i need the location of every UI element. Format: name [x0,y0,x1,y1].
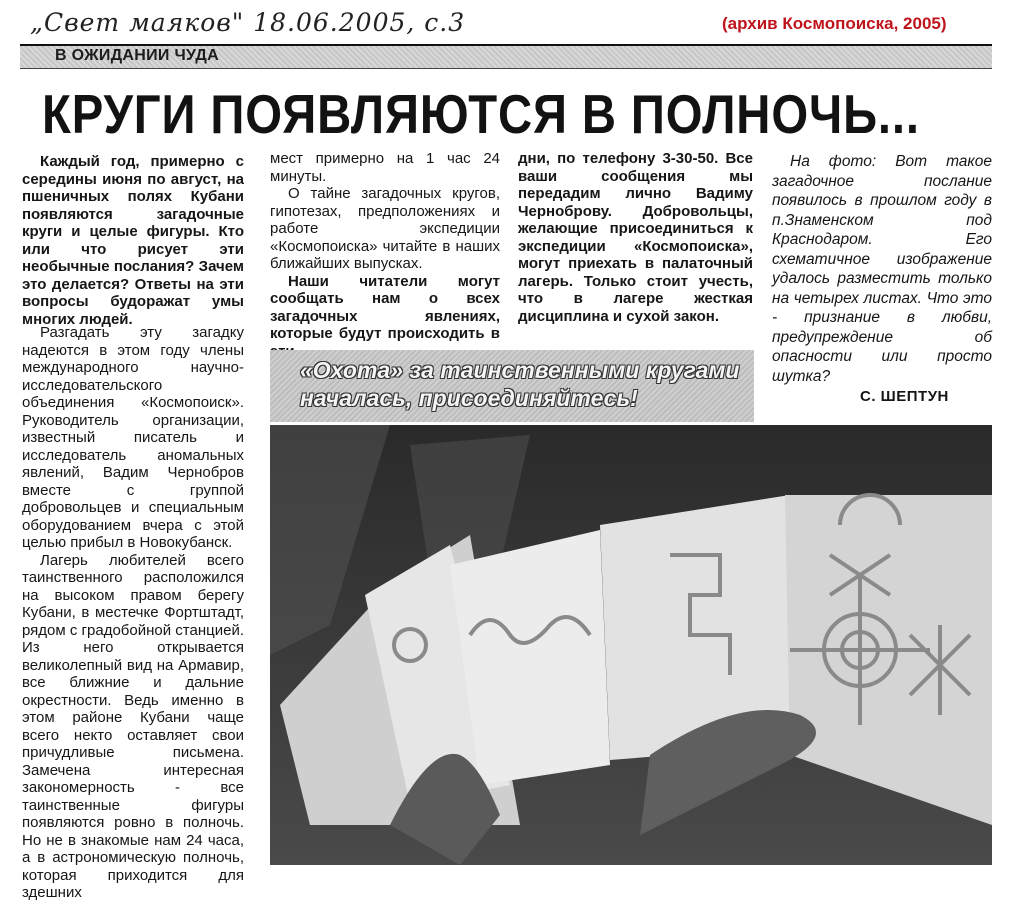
caption-text: На фото: Вот такое загадочное послание появилось в прошлом году в п.Знаменском под Краснодаром. Его схематичное изображение удалось разместить только на четырех листах. Что это - признание в любви, предупреждение об опасности или просто шутка? [772,153,992,385]
paragraph: Лагерь любителей всего таинственного расположился на высоком правом берегу Кубани, в местечке Фортштадт, рядом с градобойной станцией. Из него открывается великолепный вид на Армавир, все ближние и дальние окрестности. Ведь именно в этом районе Кубани чаще всего некто оставляет свои причудливые письмена. Замечена интересная закономерность - все таинственные фигуры появляются ровно в полночь. Но не в знакомые нам 24 часа, а в астрономическую полночь, которая приходится для здешних [22,551,244,901]
callout-text: «Охота» за таинственными кругами началась, присоединяйтесь! [300,357,740,411]
paragraph: мест примерно на 1 час 24 минуты. [270,150,500,185]
archive-note: (архив Космопоиска, 2005) [722,14,947,33]
lead-paragraph: Каждый год, примерно с середины июня по август, на пшеничных полях Кубани появляются загадочные круги и целые фигуры. Кто или что рисует эти необычные послания? Зачем это делается? Ответы на эти вопросы будоражат умы многих людей. [22,153,244,328]
paragraph: дни, по телефону 3-30-50. Все ваши сообщения мы передадим лично Вадиму Черноброву. Добровольцы, желающие присоединиться к экспедиции «Космопоиска», могут приехать в палаточный лагерь. Только стоит учесть, что в лагере жесткая дисциплина и сухой закон. [518,150,753,325]
article-lead [22,153,244,328]
photo-illustration [270,425,992,865]
article-photo [270,425,992,865]
rubric-label: В ОЖИДАНИИ ЧУДА [55,47,219,64]
paragraph: Разгадать эту загадку надеются в этом году члены международного научно-исследовательского объединения «Космопоиск». Руководитель организации, известный писатель и исследователь аномальных явлений, Вадим Чернобров вместе с группой добровольцев и специальным оборудованием вчера с этой целью прибыл в Новокубанск. [22,324,244,551]
author-byline: С. ШЕПТУН [860,388,949,405]
article-headline: КРУГИ ПОЯВЛЯЮТСЯ В ПОЛНОЧЬ... [42,83,920,145]
paragraph-bold: Наши читатели могут сообщать нам о всех загадочных явлениях, которые будут происходить в [270,272,500,342]
article-column-3 [518,150,753,325]
photo-caption [772,152,992,386]
article-column-1 [22,324,244,902]
handwritten-source-note: „Свет маяков" 18.06.2005, с.3 [30,8,466,37]
article-column-2 [270,150,500,360]
paragraph: О тайне загадочных кругов, гипотезах, предположениях и работе экспедиции «Космопоиска» читайте в наших ближайших выпусках. [270,185,500,272]
